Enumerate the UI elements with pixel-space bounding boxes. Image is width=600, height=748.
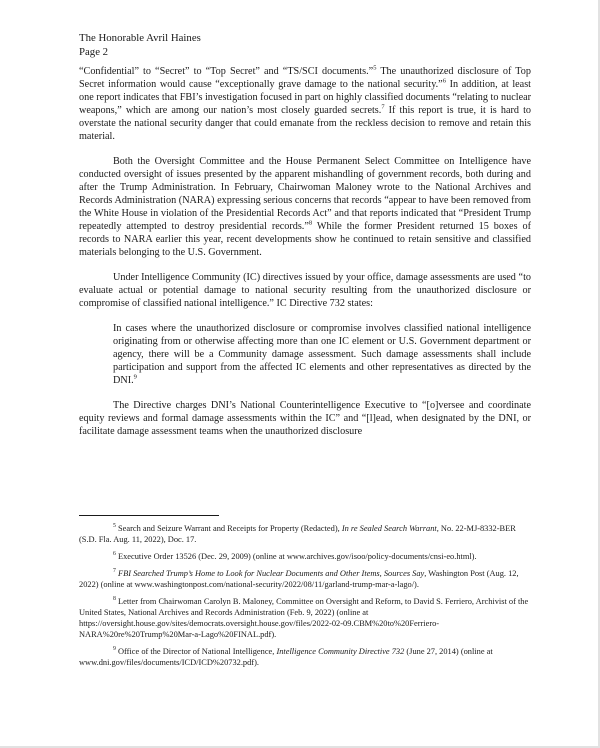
recipient-line: The Honorable Avril Haines (79, 32, 201, 44)
footnote-divider (79, 515, 219, 516)
footnote-9: $^9$ Office of the Director of National Intelligence, Intelligence Community Directive 732 (June 27, 2014) (online at www.dni.gov/files/documents/ICD/ICD%20732.pdf). (79, 646, 493, 667)
paragraph-classification: “Confidential” to “Secret” to “Top Secret” and “TS/SCI documents.”$^5$ The unauthorized disclosure of Top Secret information would cause “exceptionally grave damage to the national security.”$^6$ In addition, at least one report indicates that FBI’s investigation focused in part on highly classified documents “relating to nuclear weapons,” which are among our nation’s most closely guarded secrets.$^7$ If this report is true, it is hard to overstate the national security danger that could emanate from the reckless decision to remove and retain this material. (79, 64, 531, 142)
footnote-6: $^6$ Executive Order 13526 (Dec. 29, 2009) (online at www.archives.gov/isoo/policy-documents/cnsi-eo.html). (113, 551, 477, 561)
paragraph-oversight: Both the Oversight Committee and the House Permanent Select Committee on Intelligence have conducted oversight of issues presented by the apparent mishandling of government records, both during and after the Trump Administration. In February, Chairwoman Maloney wrote to the National Archives and Records Administration (NARA) expressing serious concerns that records “appear to have been removed from the White House in violation of the Presidential Records Act” and that reports indicated that “President Trump repeatedly attempted to destroy presidential records.”$^8$ While the former President returned 15 boxes of records to NARA earlier this year, recent developments show he continued to retain sensitive and classified materials belonging to the U.S. Government. (79, 156, 531, 258)
paragraph-directive-charges: The Directive charges DNI’s National Counterintelligence Executive to “[o]versee and coordinate equity reviews and formal damage assessments within the IC” and “[l]ead, when designated by the DNI, or facilitate damage assessment teams when the unauthorized disclosure (79, 400, 531, 437)
footnote-8: $^8$ Letter from Chairwoman Carolyn B. Maloney, Committee on Oversight and Reform, to David S. Ferriero, Archivist of the United States, National Archives and Records Administration (Feb. 9, 2022) (online at https://oversight.house.gov/sites/democrats.oversight.house.gov/files/2022-02-09.CBM%20to%20Ferriero-NARA%20re%20Trump%20Mar-a-Lago%20FINAL.pdf). (79, 596, 529, 639)
footnote-ref-7[interactable]: 7 (381, 103, 385, 111)
footnote-6-text-link[interactable]: Executive Order 13526 (Dec. 29, 2009) (online at www.archives.gov/isoo/policy-documents/cnsi-eo.html). (115, 552, 477, 561)
footnote-5: $^5$ Search and Seizure Warrant and Receipts for Property (Redacted), In re Sealed Search Warrant, No. 22-MJ-8332-BER (S.D. Fla. Aug. 11, 2022), Doc. 17. (79, 523, 516, 544)
page-label: Page 2 (79, 46, 109, 58)
letter-body (79, 31, 531, 450)
footnote-7-link[interactable]: , Washington Post (Aug. 12, 2022) (online at www.washingtonpost.com/national-security/2022/08/11/garland-trump-mar-a-lago/). (79, 569, 519, 589)
footnote-7: $^7$ FBI Searched Trump’s Home to Look for Nuclear Documents and Other Items, Sources Say, Washington Post (Aug. 12, 2022) (online at www.washingtonpost.com/national-security/2022/08/11/garland-trump-mar-a-lago/). (79, 568, 519, 589)
footnote-ref-5[interactable]: 5 (373, 64, 377, 72)
footnote-ref-6[interactable]: 6 (442, 77, 446, 85)
block-quote-icd-732: In cases where the unauthorized disclosure or compromise involves classified national intelligence originating from or otherwise affecting more than one IC element or U.S. Government department or agency, there will be a Community damage assessment. Such damage assessments shall include participation and support from the affected IC elements and other representatives as directed by the DNI.$^9$ (113, 323, 531, 386)
footnotes (79, 523, 531, 674)
footnote-ref-8[interactable]: 8 (308, 219, 313, 227)
paragraph-ic-directives: Under Intelligence Community (IC) directives issued by your office, damage assessments are used “to evaluate actual or potential damage to national security resulting from the unauthorized disclosure or compromise of classified national intelligence.” IC Directive 732 states: (79, 272, 531, 309)
footnote-8-text-link[interactable]: Letter from Chairwoman Carolyn B. Maloney, Committee on Oversight and Reform, to David S. Ferriero, Archivist of the United States, National Archives and Records Administration (Feb. 9, 2022) (online at https://oversight.house.gov/sites/democrats.oversight.house.gov/files/2022-02-09.CBM%20to%20Ferriero-NARA%20re%20Trump%20Mar-a-Lago%20FINAL.pdf). (79, 597, 529, 639)
footnote-9-link[interactable]: (June 27, 2014) (online at www.dni.gov/files/documents/ICD/ICD%20732.pdf). (79, 647, 493, 667)
footnote-ref-9[interactable]: 9 (133, 373, 137, 381)
